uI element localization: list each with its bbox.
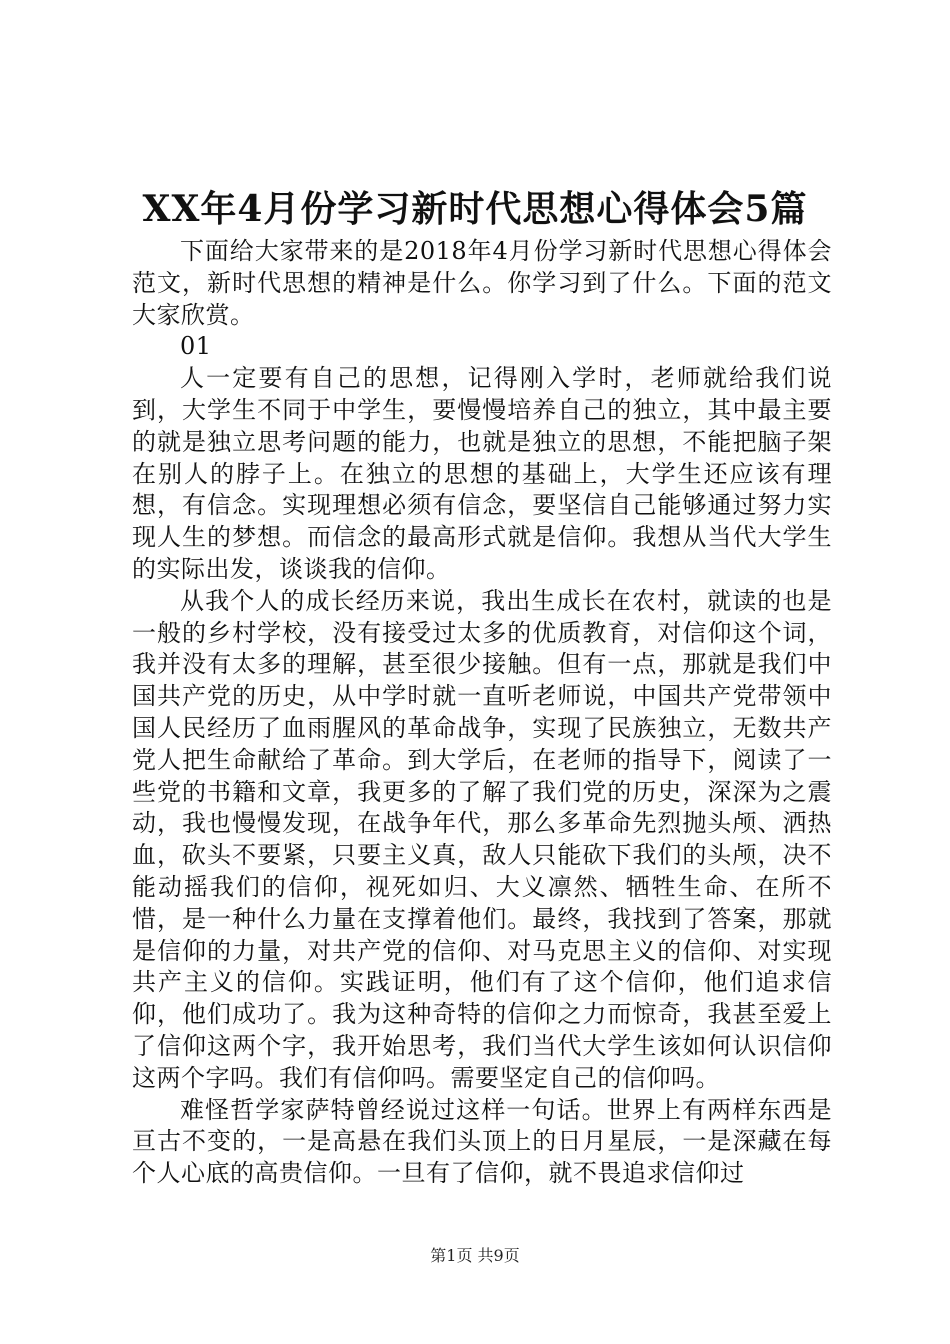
intro-paragraph: 下面给大家带来的是2018年4月份学习新时代思想心得体会范文，新时代思想的精神是什么。你学习到了什么。下面的范文大家欣赏。 (132, 237, 832, 329)
body-paragraph: 人一定要有自己的思想，记得刚入学时，老师就给我们说到，大学生不同于中学生，要慢慢培养自己的独立，其中最主要的就是独立思考问题的能力，也就是独立的思想，不能把脑子架在别人的脖子上。在独立的思想的基础上，大学生还应该有理想，有信念。实现理想必须有信念，要坚信自己能够通过努力实现人生的梦想。而信念的最高形式就是信仰。我想从当代大学生的实际出发，谈谈我的信仰。 (132, 364, 832, 583)
section-number: 01 (180, 332, 212, 361)
page-footer: 第1页 共9页 (430, 1246, 520, 1265)
body-paragraph: 从我个人的成长经历来说，我出生成长在农村，就读的也是一般的乡村学校，没有接受过太多的优质教育，对信仰这个词，我并没有太多的理解，甚至很少接触。但有一点，那就是我们中国共产党的历史，从中学时就一直听老师说，中国共产党带领中国人民经历了血雨腥风的革命战争，实现了民族独立，无数共产党人把生命献给了革命。到大学后，在老师的指导下，阅读了一些党的书籍和文章，我更多的了解了我们党的历史，深深为之震动，我也慢慢发现，在战争年代，那么多革命先烈抛头颅、洒热血，砍头不要紧，只要主义真，敌人只能砍下我们的头颅，决不能动摇我们的信仰，视死如归、大义凛然、牺牲生命、在所不惜，是一种什么力量在支撑着他们。最终，我找到了答案，那就是信仰的力量，对共产党的信仰、对马克思主义的信仰、对实现共产主义的信仰。实践证明，他们有了这个信仰，他们追求信仰，他们成功了。我为这种奇特的信仰之力而惊奇，我甚至爱上了信仰这两个字，我开始思考，我们当代大学生该如何认识信仰这两个字吗。我们有信仰吗。需要坚定自己的信仰吗。 (132, 586, 832, 1092)
document-title: XX年4月份学习新时代思想心得体会5篇 (142, 188, 808, 230)
document-body (132, 236, 832, 1190)
body-paragraph: 难怪哲学家萨特曾经说过这样一句话。世界上有两样东西是亘古不变的，一是高悬在我们头顶上的日月星辰，一是深藏在每个人心底的高贵信仰。一旦有了信仰，就不畏追求信仰过 (132, 1095, 832, 1188)
